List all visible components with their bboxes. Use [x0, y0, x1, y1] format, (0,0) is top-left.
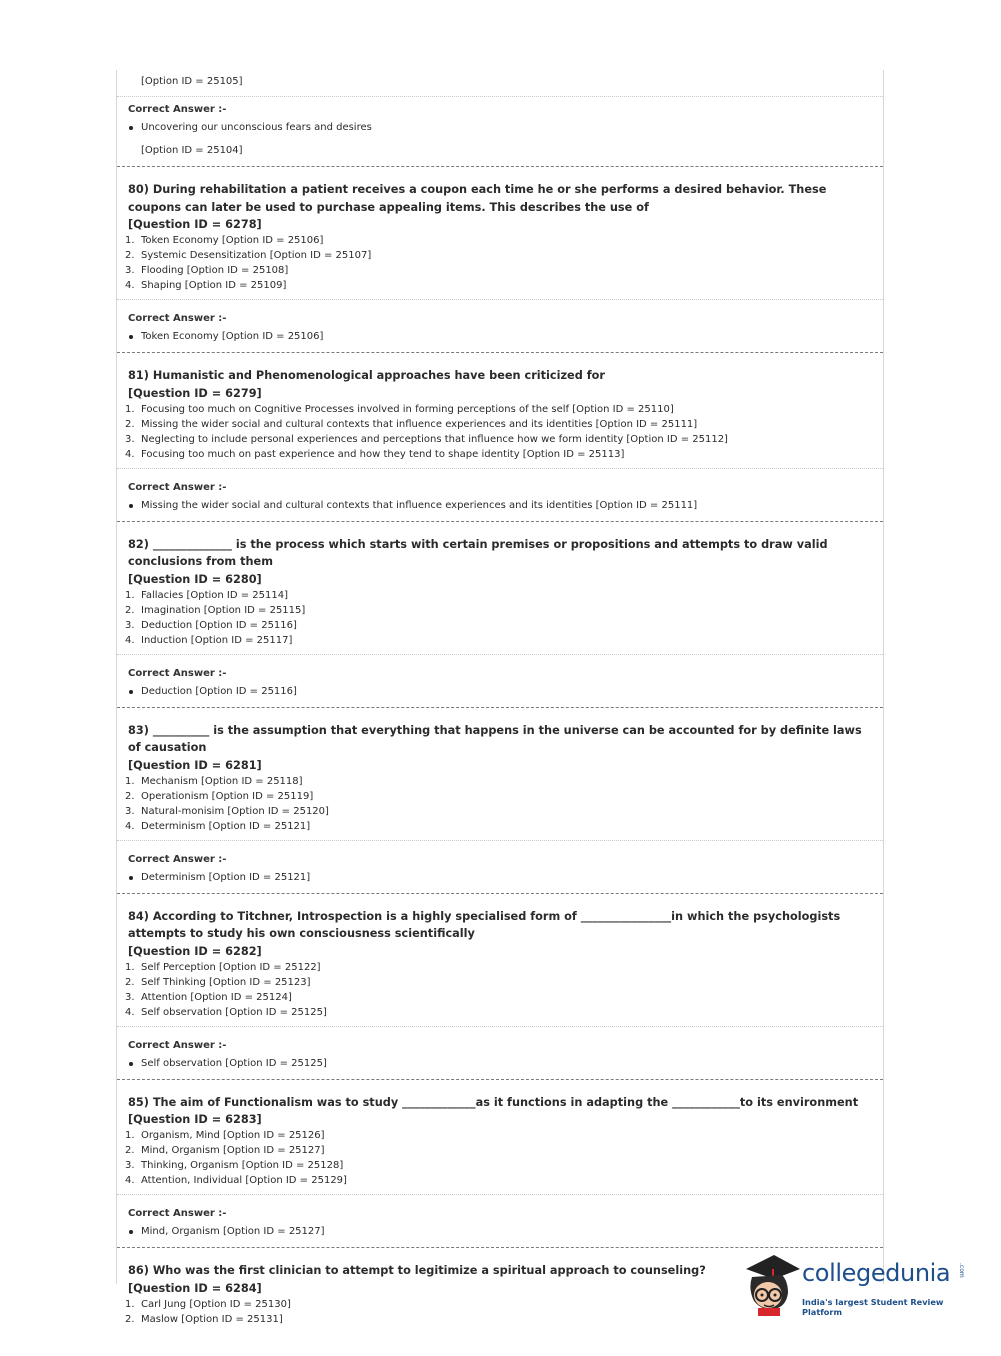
option-number: 3. — [125, 265, 135, 276]
logo-tagline: India's largest Student Review Platform — [802, 1297, 944, 1317]
carryover-answer-block — [117, 70, 883, 167]
option-item — [117, 960, 883, 975]
answer-block-80 — [117, 300, 883, 353]
option-item — [117, 432, 883, 447]
option-text: Carl Jung [Option ID = 25130] — [141, 1298, 291, 1310]
correct-answer-option-id: [Option ID = 25104] — [141, 145, 243, 156]
option-number: 4. — [125, 634, 135, 646]
option-item — [117, 603, 883, 618]
option-number: 1. — [125, 403, 135, 415]
option-item — [117, 1173, 883, 1188]
option-number: 1. — [125, 589, 135, 601]
logo-wordmark: collegedunia — [802, 1259, 951, 1287]
option-text: Flooding [Option ID = 25108] — [141, 265, 289, 276]
correct-answer: Deduction [Option ID = 25116] — [117, 684, 883, 699]
option-item — [117, 819, 883, 834]
option-text: Organism, Mind [Option ID = 25126] — [141, 1130, 325, 1141]
correct-answer-heading: Correct Answer :- — [128, 104, 227, 115]
question-id: [Question ID = 6284] — [128, 1281, 262, 1295]
correct-answer: Mind, Organism [Option ID = 25127] — [117, 1224, 883, 1239]
option-text: Determinism [Option ID = 25121] — [141, 820, 311, 832]
option-list — [117, 402, 883, 462]
option-item — [117, 402, 883, 417]
option-item — [117, 774, 883, 789]
option-item — [117, 447, 883, 462]
question-text: 82) ______________ is the process which starts with certain premises or propositions and attempts to draw valid conclusions from them — [128, 537, 828, 568]
correct-answer-heading: Correct Answer :- — [128, 667, 227, 679]
correct-answer: Uncovering our unconscious fears and desires — [117, 120, 883, 135]
option-number: 2. — [125, 790, 135, 802]
option-item — [117, 975, 883, 990]
answer-block-85 — [117, 1195, 883, 1248]
option-number: 3. — [125, 805, 135, 817]
option-text: Token Economy [Option ID = 25106] — [141, 235, 324, 246]
option-text: Operationism [Option ID = 25119] — [141, 790, 314, 802]
option-text: Focusing too much on Cognitive Processes involved in forming perceptions of the self [Option ID = 25110] — [141, 403, 674, 415]
option-number: 1. — [125, 1130, 135, 1141]
question-83 — [117, 708, 883, 841]
correct-answer: Token Economy [Option ID = 25106] — [117, 329, 883, 344]
option-item — [117, 1128, 883, 1143]
option-number: 2. — [125, 604, 135, 616]
option-number: 4. — [125, 1175, 135, 1186]
option-number: 3. — [125, 619, 135, 631]
option-item — [117, 588, 883, 603]
question-84 — [117, 894, 883, 1027]
mascot-icon — [742, 1249, 802, 1319]
question-id: [Question ID = 6280] — [128, 572, 262, 586]
question-id: [Question ID = 6282] — [128, 944, 262, 958]
correct-answer-heading: Correct Answer :- — [128, 481, 227, 493]
option-text: Self Perception [Option ID = 25122] — [141, 961, 321, 973]
question-80 — [117, 167, 883, 300]
question-text: 80) During rehabilitation a patient receives a coupon each time he or she performs a desired behavior. These coupons can later be used to purchase appealing items. This describes the use of — [128, 183, 827, 214]
question-text: 85) The aim of Functionalism was to study _____________as it functions in adapting the ____________to its environment — [128, 1095, 859, 1109]
option-item — [117, 248, 883, 263]
option-number: 4. — [125, 820, 135, 832]
question-85 — [117, 1080, 883, 1196]
option-number: 2. — [125, 1313, 135, 1325]
correct-answer-heading: Correct Answer :- — [128, 313, 227, 324]
option-text: Attention, Individual [Option ID = 25129] — [141, 1175, 347, 1186]
correct-answer-heading: Correct Answer :- — [128, 1039, 227, 1051]
option-text: Self observation [Option ID = 25125] — [141, 1006, 327, 1018]
answer-block-81 — [117, 469, 883, 522]
option-text: Imagination [Option ID = 25115] — [141, 604, 306, 616]
answer-block-83 — [117, 841, 883, 894]
option-item — [117, 1143, 883, 1158]
option-text: Mechanism [Option ID = 25118] — [141, 775, 303, 787]
option-item — [117, 233, 883, 248]
answer-block-84 — [117, 1027, 883, 1080]
option-text: Systemic Desensitization [Option ID = 25107] — [141, 250, 372, 261]
option-number: 4. — [125, 280, 135, 291]
option-number: 2. — [125, 976, 135, 988]
option-number: 2. — [125, 418, 135, 430]
option-number: 2. — [125, 250, 135, 261]
option-number: 1. — [125, 235, 135, 246]
option-number: 3. — [125, 991, 135, 1003]
option-list — [117, 588, 883, 648]
option-item — [117, 1005, 883, 1020]
option-list — [117, 233, 883, 293]
option-item — [117, 263, 883, 278]
question-82 — [117, 522, 883, 655]
option-text: Attention [Option ID = 25124] — [141, 991, 292, 1003]
question-text: 86) Who was the first clinician to attempt to legitimize a spiritual approach to counseling? — [128, 1264, 706, 1277]
correct-answer: Missing the wider social and cultural contexts that influence experiences and its identities [Option ID = 25111] — [117, 498, 883, 513]
option-number: 3. — [125, 1160, 135, 1171]
logo-dotcom: .com — [958, 1263, 965, 1278]
option-item — [117, 990, 883, 1005]
option-number: 1. — [125, 775, 135, 787]
option-item — [117, 789, 883, 804]
correct-answer: Determinism [Option ID = 25121] — [117, 870, 883, 885]
question-81 — [117, 353, 883, 469]
correct-answer-heading: Correct Answer :- — [128, 1208, 227, 1219]
option-item — [117, 618, 883, 633]
option-number: 1. — [125, 961, 135, 973]
option-text: Missing the wider social and cultural contexts that influence experiences and its identities [Option ID = 25111] — [141, 418, 698, 430]
option-text: Fallacies [Option ID = 25114] — [141, 589, 289, 601]
question-text: 83) __________ is the assumption that everything that happens in the universe can be accounted for by definite laws of causation — [128, 723, 862, 754]
option-list — [117, 1128, 883, 1188]
option-number: 3. — [125, 433, 135, 445]
option-item — [117, 417, 883, 432]
option-text: Mind, Organism [Option ID = 25127] — [141, 1145, 325, 1156]
option-text: Maslow [Option ID = 25131] — [141, 1313, 283, 1325]
question-id: [Question ID = 6281] — [128, 758, 262, 772]
option-number: 2. — [125, 1145, 135, 1156]
option-item — [117, 278, 883, 293]
answer-block-82 — [117, 655, 883, 708]
question-id: [Question ID = 6279] — [128, 386, 262, 400]
option-text: Thinking, Organism [Option ID = 25128] — [141, 1160, 344, 1171]
option-text: Focusing too much on past experience and how they tend to shape identity [Option ID = 25113] — [141, 448, 625, 460]
option-item — [117, 804, 883, 819]
option-number: 1. — [125, 1298, 135, 1310]
question-id: [Question ID = 6283] — [128, 1113, 262, 1126]
correct-answer-heading: Correct Answer :- — [128, 853, 227, 865]
option-list — [117, 774, 883, 834]
option-text: Induction [Option ID = 25117] — [141, 634, 293, 646]
option-text: Shaping [Option ID = 25109] — [141, 280, 287, 291]
option-text: Natural-monisim [Option ID = 25120] — [141, 805, 329, 817]
question-text: 81) Humanistic and Phenomenological approaches have been criticized for — [128, 369, 605, 382]
option-list — [117, 960, 883, 1020]
option-text: Neglecting to include personal experiences and perceptions that influence how we form identity [Option ID = 25112] — [141, 433, 728, 445]
option-number: 4. — [125, 1006, 135, 1018]
option-item — [117, 1158, 883, 1173]
question-id: [Question ID = 6278] — [128, 218, 262, 231]
correct-answer: Self observation [Option ID = 25125] — [117, 1056, 883, 1071]
option-text: Deduction [Option ID = 25116] — [141, 619, 297, 631]
prev-option-line: [Option ID = 25105] — [141, 76, 243, 87]
question-text: 84) According to Titchner, Introspection is a highly specialised form of ________________in which the psychologists attempts to study his own consciousness scientifically — [128, 909, 841, 940]
option-number: 4. — [125, 448, 135, 460]
option-text: Self Thinking [Option ID = 25123] — [141, 976, 311, 988]
collegedunia-logo[interactable] — [742, 1249, 972, 1319]
option-item — [117, 633, 883, 648]
